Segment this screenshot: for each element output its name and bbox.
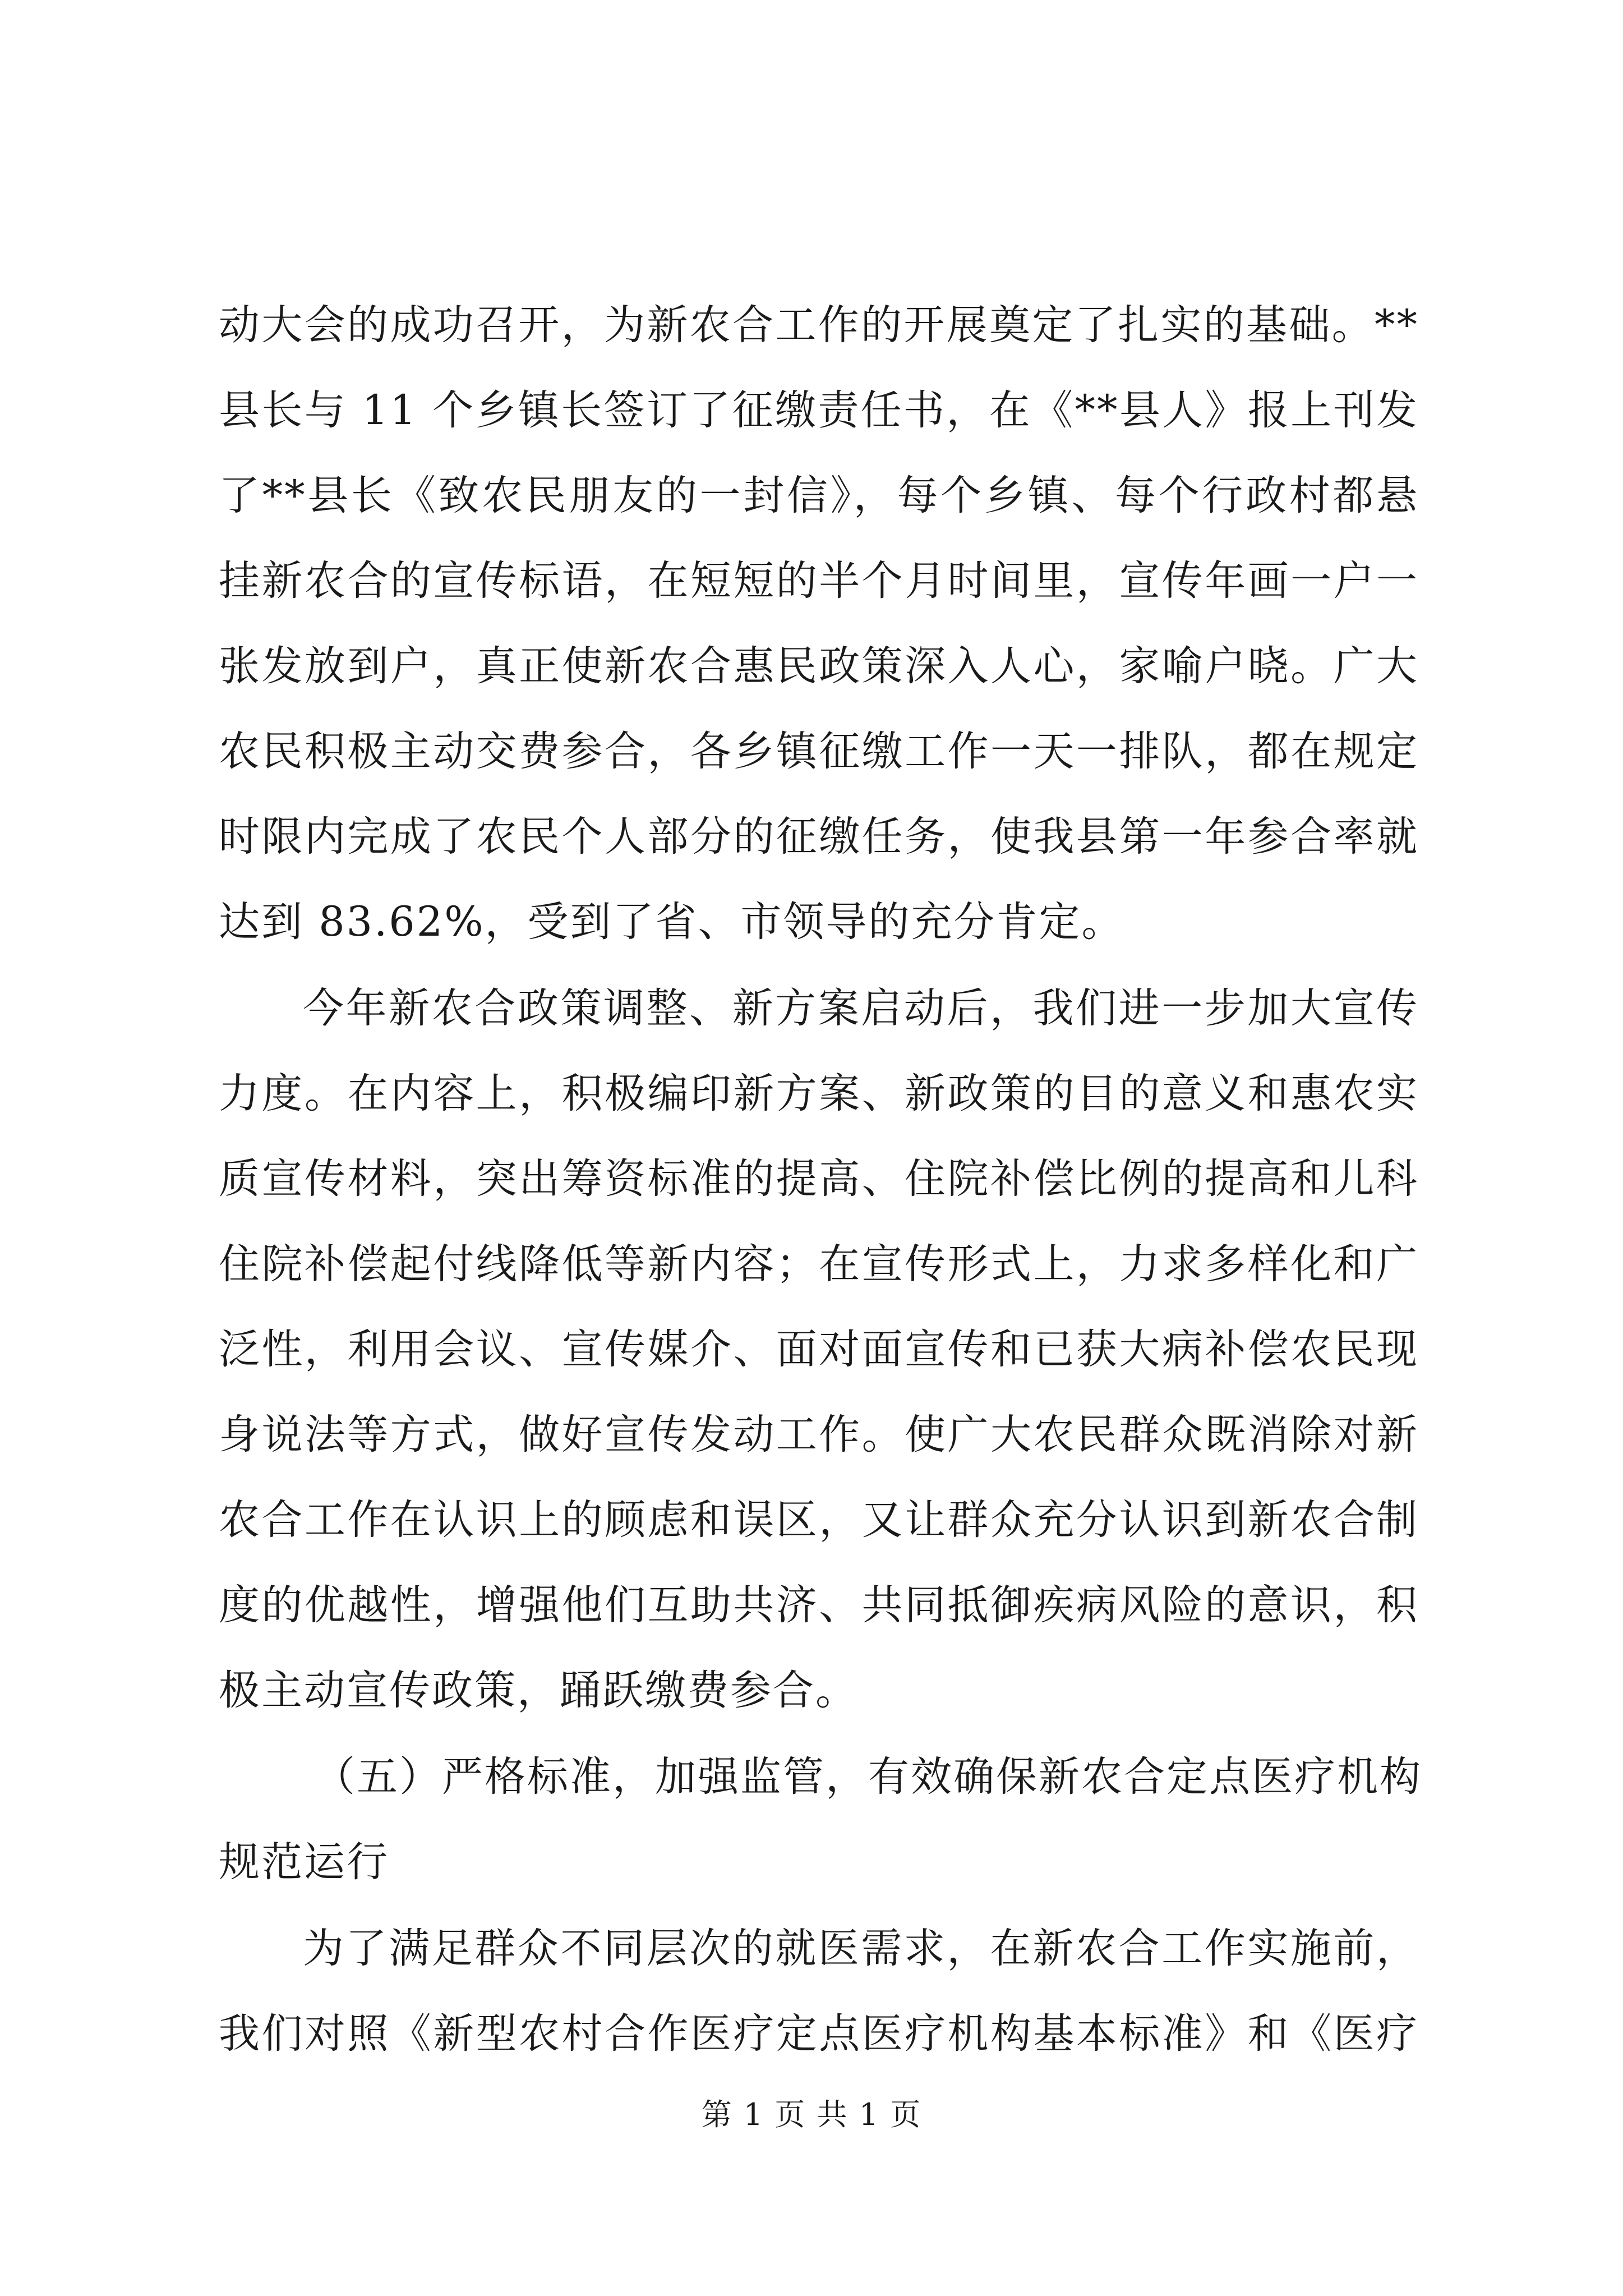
text-line: 农民积极主动交费参合，各乡镇征缴工作一天一排队，都在规定 — [219, 728, 1419, 775]
text-line: 质宣传材料，突出筹资标准的提高、住院补偿比例的提高和儿科 — [219, 1155, 1419, 1203]
text-line: 度的优越性，增强他们互助共济、共同抵御疾病风险的意识，积 — [219, 1581, 1419, 1629]
page-number-footer: 第 1 页 共 1 页 — [701, 2097, 922, 2132]
text-line: 县长与 11 个乡镇长签订了征缴责任书，在《**县人》报上刊发 — [219, 386, 1419, 434]
text-line: 我们对照《新型农村合作医疗定点医疗机构基本标准》和《医疗 — [219, 2010, 1419, 2058]
text-line: 极主动宣传政策，踊跃缴费参合。 — [219, 1667, 858, 1714]
text-line: 住院补偿起付线降低等新内容；在宣传形式上，力求多样化和广 — [219, 1240, 1419, 1288]
text-line: 为了满足群众不同层次的就医需求，在新农合工作实施前， — [303, 1925, 1419, 1972]
text-line: 挂新农合的宣传标语，在短短的半个月时间里，宣传年画一户一 — [219, 557, 1419, 605]
text-line: 达到 83.62%，受到了省、市领导的充分肯定。 — [219, 898, 1124, 946]
text-line: 时限内完成了农民个人部分的征缴任务，使我县第一年参合率就 — [219, 813, 1419, 861]
text-line: 今年新农合政策调整、新方案启动后，我们进一步加大宣传 — [303, 984, 1419, 1032]
text-line: 张发放到户，真正使新农合惠民政策深入人心，家喻户晓。广大 — [219, 642, 1419, 690]
text-line: 动大会的成功召开，为新农合工作的开展奠定了扎实的基础。** — [219, 301, 1419, 349]
text-line: 了**县长《致农民朋友的一封信》，每个乡镇、每个行政村都悬 — [219, 472, 1419, 519]
heading-line: 规范运行 — [219, 1838, 389, 1886]
text-line: 泛性，利用会议、宣传媒介、面对面宣传和已获大病补偿农民现 — [219, 1326, 1419, 1373]
text-line: 农合工作在认识上的顾虑和误区，又让群众充分认识到新农合制 — [219, 1496, 1419, 1544]
heading-line: （五）严格标准，加强监管，有效确保新农合定点医疗机构 — [314, 1753, 1422, 1801]
text-line: 力度。在内容上，积极编印新方案、新政策的目的意义和惠农实 — [219, 1070, 1419, 1117]
text-line: 身说法等方式，做好宣传发动工作。使广大农民群众既消除对新 — [219, 1411, 1419, 1458]
